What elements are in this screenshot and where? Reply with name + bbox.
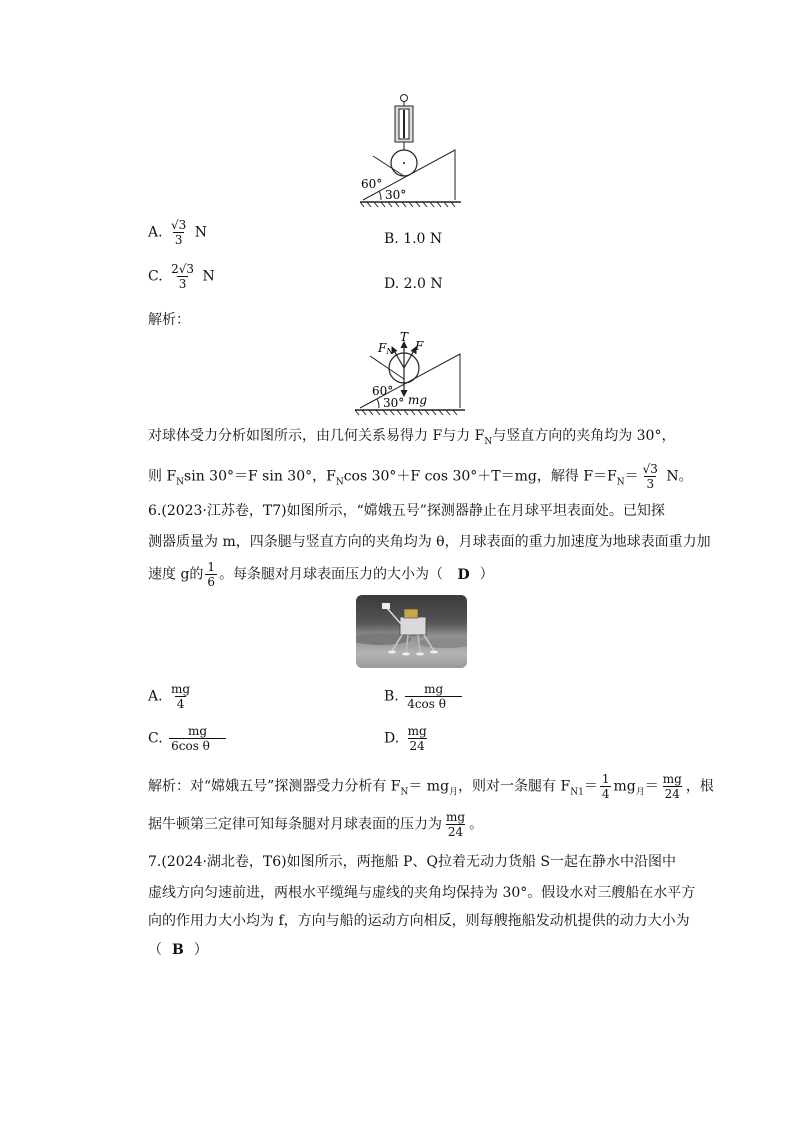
q7-line2: 虚线方向匀速前进，两根水平缆绳与虚线的夹角均保持为 30°。假设水对三艘船在水平方 xyxy=(148,885,696,901)
q5-option-c: C. $\frac{2√3}{3}$ N xyxy=(148,262,215,291)
lander-illustration xyxy=(356,595,467,668)
q7-answer: B xyxy=(172,942,184,958)
q6-option-a: A. $\frac{mg}{4}$ xyxy=(148,682,191,711)
q6-option-b: B. $\frac{mg}{\text{4cos θ}}$ xyxy=(384,682,464,711)
chang-e-5-photo xyxy=(356,595,467,668)
q5-option-a-fraction: $\frac{√3}{3}$ xyxy=(171,218,187,247)
q5-analysis-line2: 则 $F_N\sin$ 30°＝F sin 30°，$F_N\cos$ 30°＋F cos 30°＋T＝mg，解得 $F=F_N=$ $\frac{√3}{3}$ N。 xyxy=(148,462,693,491)
q5-option-c-fraction: $\frac{2√3}{3}$ xyxy=(171,262,195,291)
q7-line3: 向的作用力大小均为 f，方向与船的运动方向相反，则每艘拖船发动机提供的动力大小为 xyxy=(148,913,690,929)
q7-line4: （ B ） xyxy=(148,942,208,958)
q6-line2: 测器质量为 m，四条腿与竖直方向的夹角均为 θ，月球表面的重力加速度为地球表面重力加 xyxy=(148,534,711,550)
q5-analysis-label: 解析： xyxy=(148,312,190,328)
q5-option-a: A. $\frac{√3}{3}$ N xyxy=(148,218,207,247)
fn-label: FN xyxy=(378,341,394,356)
q6-analysis-line2: 据牛顿第三定律可知每条腿对月球表面的压力为 $\frac{mg}{24}$ 。 xyxy=(148,810,484,839)
q5-option-d: D. 2.0 N xyxy=(384,276,443,292)
spring-scale xyxy=(395,95,413,151)
q6-answer: D xyxy=(457,566,470,583)
q5-analysis-line1: 对球体受力分析如图所示，由几何关系易得力 F与力 $F_N$与竖直方向的夹角均为 30°， xyxy=(148,428,676,447)
q6-option-d: D. $\frac{mg}{24}$ xyxy=(384,724,427,753)
q7-line1: 7.(2024·湖北卷，T6)如图所示，两拖船 P、Q拉着无动力货船 S一起在静水中沿图中 xyxy=(148,854,676,870)
angle-30-label: 30° xyxy=(383,396,405,410)
mg-label: mg xyxy=(408,393,428,407)
q6-line3: 速度 g的 $\frac{1}{6}$ 。每条腿对月球表面压力的大小为（ D ） xyxy=(148,560,494,589)
figure-force-analysis xyxy=(352,332,467,418)
figure-spring-scale-incline xyxy=(355,92,465,212)
f-label: F xyxy=(415,339,424,353)
angle-60-label: 60° xyxy=(361,177,383,191)
q5-option-b: B. 1.0 N xyxy=(384,231,443,247)
q6-line1: 6.(2023·江苏卷，T7)如图所示，“嫦娥五号”探测器静止在月球平坦表面处。已知探 xyxy=(148,503,665,519)
angle-30-label: 30° xyxy=(385,188,407,202)
q5-answer-fraction: $\frac{√3}{3}$ xyxy=(642,462,658,491)
q6-analysis-line1: 解析：对“嫦娥五号”探测器受力分析有 $F_N= mg_月$，则对一条腿有 $F_{N1}=$ $\frac{1}{4}$ $mg_月=$ $\frac{mg}{24}$ ，根 xyxy=(148,772,714,801)
t-label: T xyxy=(400,332,409,344)
q6-option-c: C. $\frac{mg}{\text{6cos θ}}$ xyxy=(148,724,228,753)
q6-fraction-one-sixth: $\frac{1}{6}$ xyxy=(207,560,216,589)
angle-60-label: 60° xyxy=(372,384,394,398)
